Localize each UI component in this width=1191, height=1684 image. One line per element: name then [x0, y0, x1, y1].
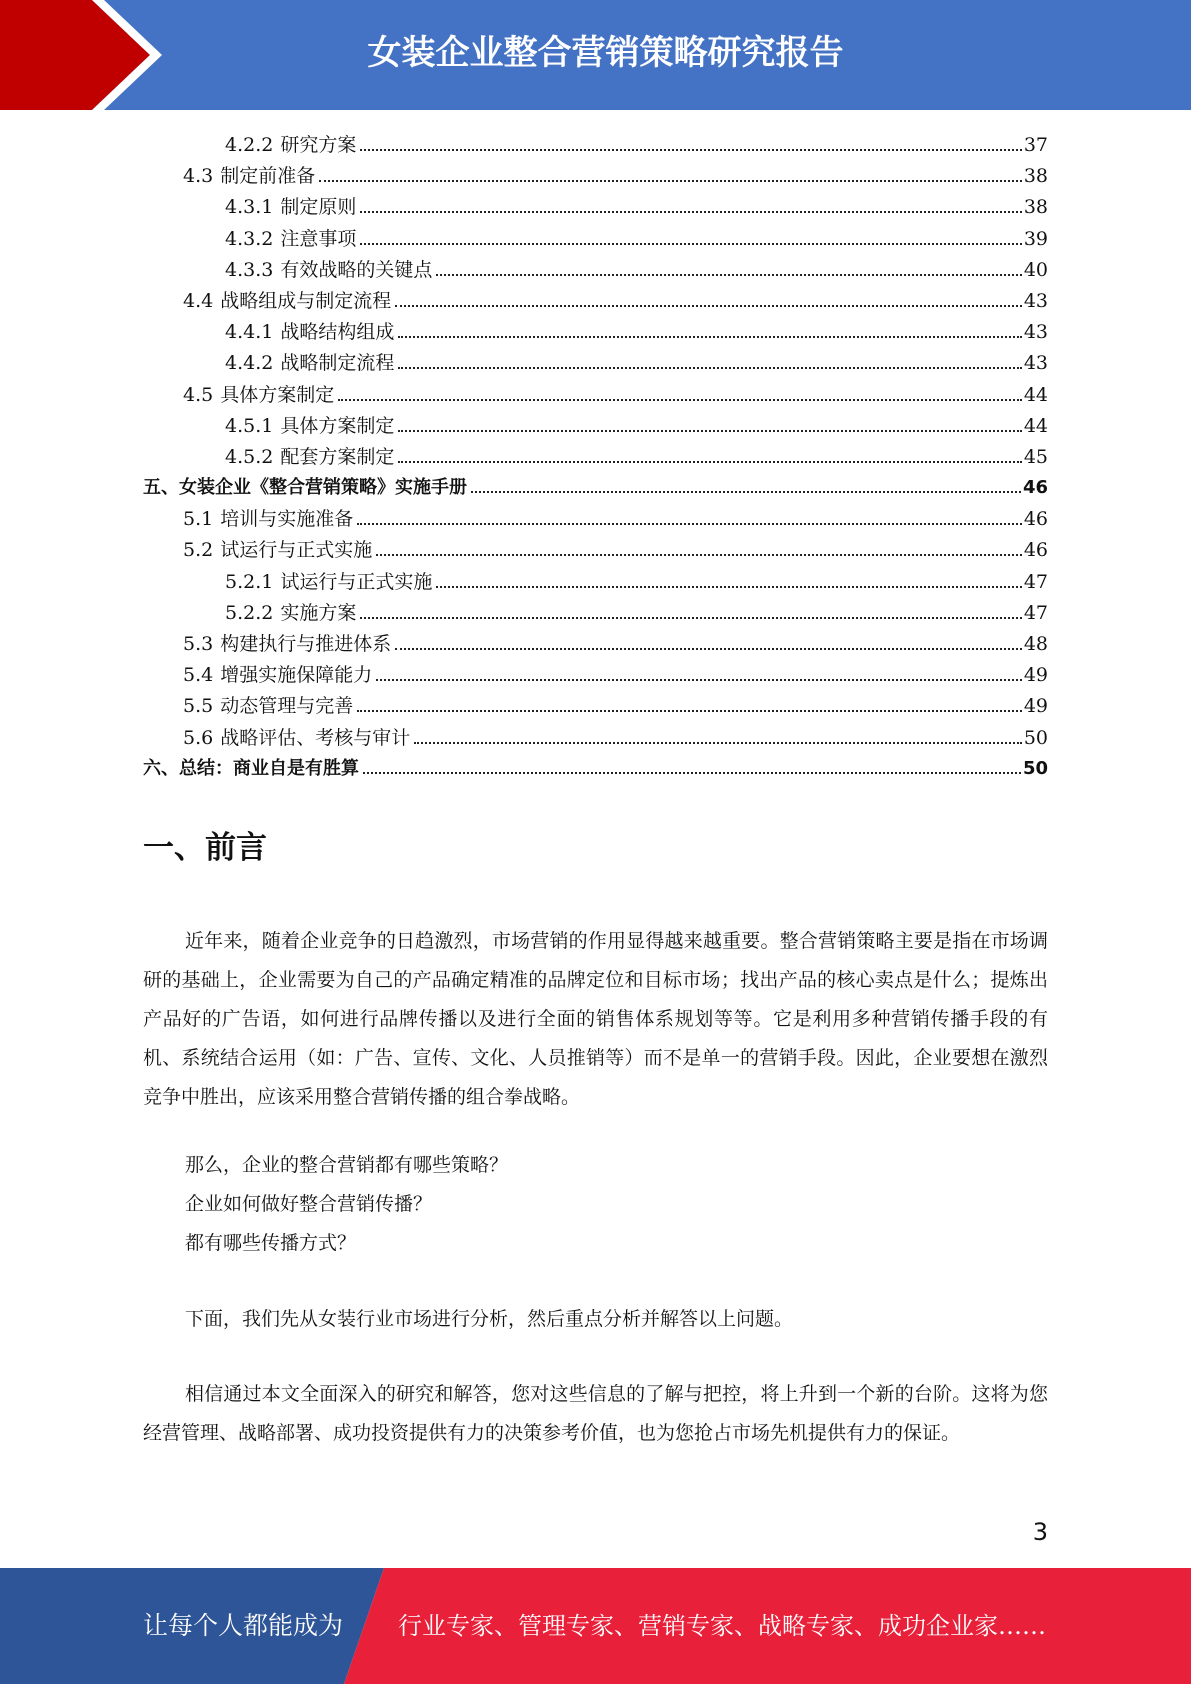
toc-entry-page: 47 [1023, 601, 1048, 624]
section-title: 一、前言 [143, 830, 267, 866]
footer-slogan-right: 行业专家、管理专家、营销专家、战略专家、成功企业家…… [398, 1612, 1046, 1640]
toc-dot-leader [357, 709, 1022, 712]
toc-entry[interactable] [143, 567, 1048, 598]
toc-entry-number: 5.1 [183, 508, 214, 531]
toc-dot-leader [398, 429, 1021, 432]
toc-entry-page: 44 [1023, 383, 1048, 406]
toc-dot-leader [414, 741, 1022, 744]
toc-entry-title: 具体方案制定 [280, 414, 395, 437]
toc-entry-page: 46 [1023, 508, 1048, 531]
toc-dot-leader [363, 771, 1021, 774]
toc-entry-number: 5.3 [183, 633, 214, 655]
toc-entry[interactable] [143, 629, 1048, 660]
footer-slogan-left: 让每个人都能成为 [143, 1611, 344, 1640]
toc-entry[interactable] [143, 317, 1048, 348]
toc-dot-leader [395, 647, 1022, 650]
toc-dot-leader [471, 490, 1021, 493]
intro-paragraph: 近年来，随着企业竞争的日趋激烈，市场营销的作用显得越来越重要。整合营销策略主要是指在市场调研的基础上，企业需要为自己的产品确定精准的品牌定位和目标市场；找出产品的核心卖点是什么；提炼出产品好的广告语，如何进行品牌传播以及进行全面的销售体系规划等等。它是利用多种营销传播手段的有机、系统结合运用（如：广告、宣传、文化、人员推销等）而不是单一的营销手段。因此，企业要想在激烈竞争中胜出，应该采用整合营销传播的组合拳战略。 [143, 930, 1048, 1108]
toc-entry-title: 制定前准备 [220, 165, 316, 188]
toc-dot-leader [338, 398, 1022, 401]
toc-entry-page: 43 [1023, 352, 1048, 375]
toc-entry[interactable] [143, 224, 1048, 255]
toc-dot-leader [436, 585, 1021, 588]
toc-entry-page: 38 [1023, 165, 1048, 188]
toc-entry[interactable] [143, 660, 1048, 691]
toc-entry-page: 48 [1023, 633, 1048, 655]
toc-entry-page: 47 [1023, 570, 1048, 593]
report-title: 女装企业整合营销策略研究报告 [367, 33, 844, 73]
toc-entry-number: 4.5 [183, 383, 214, 406]
toc-entry-number: 4.4.1 [225, 321, 274, 344]
toc-entry-title: 战略结构组成 [280, 321, 395, 344]
analysis-paragraph: 下面，我们先从女装行业市场进行分析，然后重点分析并解答以上问题。 [185, 1308, 794, 1330]
toc-entry-title: 配套方案制定 [280, 445, 395, 468]
toc-entry-title: 研究方案 [280, 134, 357, 156]
toc-entry-number: 4.4.2 [225, 352, 274, 375]
toc-dot-leader [436, 273, 1021, 276]
toc-entry-number: 5.2 [183, 539, 214, 562]
toc-dot-leader [357, 522, 1022, 525]
toc-entry[interactable] [143, 691, 1048, 722]
toc-dot-leader [360, 242, 1021, 245]
toc-entry[interactable] [143, 723, 1048, 754]
toc-entry-page: 50 [1022, 757, 1048, 779]
toc-dot-leader [398, 366, 1021, 369]
toc-entry-number: 4.2.2 [225, 134, 274, 156]
toc-entry-number: 5.4 [183, 664, 214, 687]
page-number: 3 [1032, 1518, 1048, 1546]
toc-entry[interactable] [143, 598, 1048, 629]
toc-entry-title: 培训与实施准备 [220, 508, 354, 531]
toc-entry-page: 38 [1023, 196, 1048, 219]
toc-entry-number: 4.4 [183, 289, 214, 312]
toc-entry[interactable] [143, 348, 1048, 379]
toc-entry-number: 4.3 [183, 165, 214, 188]
toc-entry-page: 49 [1023, 664, 1048, 687]
toc-entry-page: 37 [1023, 134, 1048, 156]
toc-entry-title: 战略评估、考核与审计 [220, 726, 411, 749]
toc-entry[interactable] [143, 442, 1048, 473]
toc-dot-leader [319, 179, 1022, 182]
toc-entry-number: 4.3.2 [225, 227, 274, 250]
question-2: 企业如何做好整合营销传播？ [185, 1193, 433, 1215]
toc-entry-title: 有效战略的关键点 [280, 258, 433, 281]
toc-entry[interactable] [143, 255, 1048, 286]
toc-entry-number: 5.2.2 [225, 601, 274, 624]
toc-entry[interactable] [143, 535, 1048, 566]
toc-entry-title: 注意事项 [280, 227, 357, 250]
toc-entry-number: 5.2.1 [225, 570, 274, 593]
question-1: 那么，企业的整合营销都有哪些策略？ [185, 1154, 509, 1176]
toc-entry-title: 战略组成与制定流程 [220, 289, 392, 312]
toc-entry[interactable] [143, 473, 1048, 504]
toc-dot-leader [376, 678, 1022, 681]
question-3: 都有哪些传播方式？ [185, 1232, 357, 1254]
toc-entry[interactable] [143, 754, 1048, 785]
toc-entry-page: 46 [1022, 477, 1048, 499]
toc-dot-leader [376, 553, 1022, 556]
toc-entry-title: 六、总结：商业自是有胜算 [143, 757, 359, 779]
toc-entry[interactable] [143, 161, 1048, 192]
toc-entry[interactable] [143, 411, 1048, 442]
toc-entry-title: 试运行与正式实施 [280, 570, 433, 593]
toc-dot-leader [360, 616, 1021, 619]
conclusion-paragraph: 相信通过本文全面深入的研究和解答，您对这些信息的了解与把控，将上升到一个新的台阶。这将为您经营管理、战略部署、成功投资提供有力的决策参考价值，也为您抢占市场先机提供有力的保证。 [143, 1383, 1048, 1444]
toc-entry-title: 制定原则 [280, 196, 357, 219]
toc-entry-page: 43 [1023, 321, 1048, 344]
toc-entry-page: 43 [1023, 289, 1048, 312]
toc-dot-leader [398, 460, 1021, 463]
toc-entry-number: 5.6 [183, 726, 214, 749]
toc-dot-leader [360, 210, 1021, 213]
toc-entry-page: 40 [1023, 258, 1048, 281]
toc-entry-number: 4.5.1 [225, 414, 274, 437]
toc-entry-page: 44 [1023, 414, 1048, 437]
toc-entry-title: 五、女装企业《整合营销策略》实施手册 [143, 477, 467, 499]
page-header [0, 0, 1191, 110]
toc-entry-title: 试运行与正式实施 [220, 539, 373, 562]
toc-dot-leader [395, 304, 1022, 307]
toc-entry-number: 5.5 [183, 695, 214, 718]
toc-entry-number: 4.5.2 [225, 445, 274, 468]
toc-dot-leader [360, 148, 1021, 151]
toc-entry-page: 50 [1023, 726, 1048, 749]
toc-entry-title: 具体方案制定 [220, 383, 335, 406]
toc-entry-title: 动态管理与完善 [220, 695, 354, 718]
toc-entry[interactable] [143, 380, 1048, 411]
toc-entry-title: 构建执行与推进体系 [220, 633, 392, 655]
toc-entry-page: 45 [1023, 445, 1048, 468]
toc-entry[interactable] [143, 130, 1048, 161]
toc-entry-page: 39 [1023, 227, 1048, 250]
toc-entry-title: 增强实施保障能力 [220, 664, 373, 687]
toc-entry-title: 战略制定流程 [280, 352, 395, 375]
toc-entry[interactable] [143, 192, 1048, 223]
toc-entry-page: 49 [1023, 695, 1048, 718]
toc-dot-leader [398, 335, 1021, 338]
page-footer [0, 1568, 1191, 1684]
toc-entry-page: 46 [1023, 539, 1048, 562]
toc-entry-title: 实施方案 [280, 601, 357, 624]
toc-entry-number: 4.3.3 [225, 258, 274, 281]
toc-entry[interactable] [143, 504, 1048, 535]
toc-entry[interactable] [143, 286, 1048, 317]
toc-entry-number: 4.3.1 [225, 196, 274, 219]
table-of-contents [143, 130, 1048, 785]
